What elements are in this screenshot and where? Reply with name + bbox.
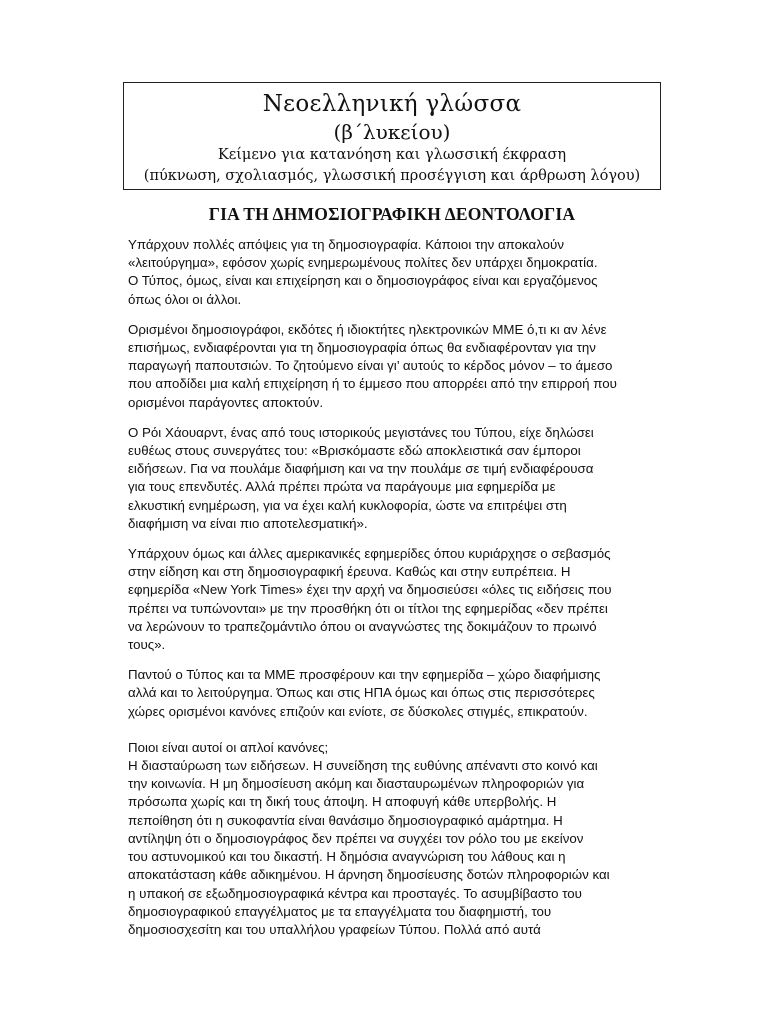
text-line: ευθέως στους συνεργάτες του: «Βρισκόμαστε εδώ αποκλειστικά σαν έμποροι [128,443,581,459]
paragraph [128,424,668,533]
paragraph [128,739,668,939]
text-line: στην είδηση και στη δημοσιογραφική έρευνα. Καθώς και στην ευπρέπεια. Η [128,564,571,580]
text-line: δημοσιογραφικού επαγγέλματος με τα επαγγέλματα του διαφημιστή, του [128,903,552,919]
text-line: επισήμως, ενδιαφέρονται για τη δημοσιογραφία όπως θα ενδιαφέρονταν για την [128,340,596,356]
text-line: ειδήσεων. Για να πουλάμε διαφήμιση και να την πουλάμε σε τιμή ενδιαφέρουσα [128,461,594,477]
title-box [123,82,661,190]
text-line: η υπακοή σε εξωδημοσιογραφικά κέντρα και προσταγές. Το ασυμβίβαστο του [128,885,582,901]
document-description-detail: (πύκνωση, σχολιασμός, γλωσσική προσέγγιση και άρθρωση λόγου) [143,168,641,184]
text-line: Υπάρχουν όμως και άλλες αμερικανικές εφημερίδες όπου κυριάρχησε ο σεβασμός [128,546,611,562]
document-subtitle: (β΄λυκείου) [333,120,451,144]
text-line: διαφήμιση να είναι πιο αποτελεσματική». [128,515,368,531]
text-line: εφημερίδα «New York Times» έχει την αρχή να δημοσιεύσει «όλες τις ειδήσεις που [128,582,612,598]
paragraph [128,321,668,412]
text-line: αποκατάσταση κάθε αδικημένου. Η άρνηση δημοσίευσης δοτών πληροφοριών και [128,867,610,883]
text-line: πρόσωπα χωρίς και τη δική τους άποψη. Η αποφυγή κάθε υπερβολής. Η [128,794,557,810]
article-body [128,236,668,939]
text-line: τους». [128,637,166,653]
text-line: που αποδίδει μια καλή επιχείρηση ή το έμμεσο που απορρέει από την επιρροή που [128,376,617,392]
text-line: αλλά και το λειτούργημα. Όπως και στις ΗΠΑ όμως και όπως στις περισσότερες [128,685,595,701]
text-line: παραγωγή παπουτσιών. Το ζητούμενο είναι γι’ αυτούς το κέρδος μόνον – το άμεσο [128,358,613,374]
text-line: πρέπει να τυπώνονται» με την προσθήκη ότι οι τίτλοι της εφημερίδας «δεν πρέπει [128,600,608,616]
text-line: χώρες ορισμένοι κανόνες επιζούν και ενίοτε, σε δύσκολες στιγμές, επικρατούν. [128,703,588,719]
text-line: ελκυστική ενημέρωση, για να έχει καλή κυκλοφορία, ώστε να επιτρέψει στη [128,497,567,513]
text-line: δημοσιοσχεσίτη και του υπαλλήλου γραφείων Τύπου. Πολλά από αυτά [128,921,541,937]
paragraph [128,666,668,721]
text-line: όπως όλοι οι άλλοι. [128,291,242,307]
text-line: πεποίθηση ότι η συκοφαντία είναι θανάσιμο δημοσιογραφικό αμάρτημα. Η [128,812,563,828]
paragraph [128,236,668,309]
paragraph [128,545,668,654]
text-line: Ο Τύπος, όμως, είναι και επιχείρηση και ο δημοσιογράφος είναι και εργαζόμενος [128,273,598,289]
text-line: Ο Ρόι Χάουαρντ, ένας από τους ιστορικούς μεγιστάνες του Τύπου, είχε δηλώσει [128,424,594,440]
text-line: για τους επενδυτές. Αλλά πρέπει πρώτα να παράγουμε μια εφημερίδα με [128,479,556,495]
text-line: Υπάρχουν πολλές απόψεις για τη δημοσιογραφία. Κάποιοι την αποκαλούν [128,237,564,252]
text-line: την κοινωνία. Η μη δημοσίευση ακόμη και διασταυρωμένων πληροφοριών για [128,776,585,792]
document-title: Νεοελληνική γλώσσα [262,91,522,117]
text-line: Ορισμένοι δημοσιογράφοι, εκδότες ή ιδιοκτήτες ηλεκτρονικών ΜΜΕ ό,τι κι αν λένε [128,321,607,337]
article-heading: ΓΙΑ ΤΗ ΔΗΜΟΣΙΟΓΡΑΦΙΚΗ ΔΕΟΝΤΟΛΟΓΙΑ [208,204,576,224]
text-line: Η διασταύρωση των ειδήσεων. Η συνείδηση της ευθύνης απέναντι στο κοινό και [128,758,598,774]
document-description: Κείμενο για κατανόηση και γλωσσική έκφραση [217,147,567,163]
text-line: Ποιοι είναι αυτοί οι απλοί κανόνες; [128,739,329,755]
text-line: του αστυνομικού και του δικαστή. Η δημόσια αναγνώριση του λάθους και η [128,849,566,865]
text-line: ορισμένοι παράγοντες αποκτούν. [128,394,324,410]
text-line: «λειτούργημα», εφόσον χωρίς ενημερωμένους πολίτες δεν υπάρχει δημοκρατία. [128,255,598,271]
text-line: Παντού ο Τύπος και τα ΜΜΕ προσφέρουν και την εφημερίδα – χώρο διαφήμισης [128,667,601,683]
text-line: αντίληψη ότι ο δημοσιογράφος δεν πρέπει να συγχέει τον ρόλο του με εκείνον [128,830,584,846]
text-line: να λερώνουν το τραπεζομάντιλο όπου οι αναγνώστες της δοκιμάζουν το πρωινό [128,618,597,634]
